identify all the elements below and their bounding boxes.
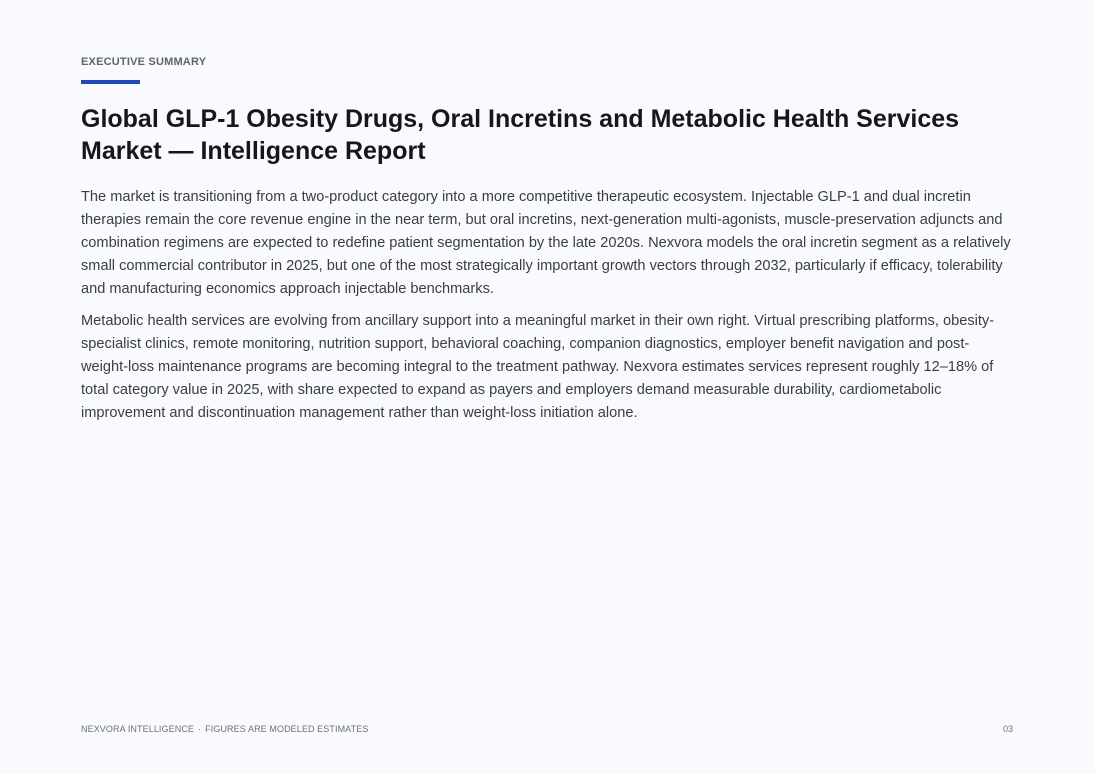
accent-rule: [81, 80, 140, 84]
summary-paragraph-2: Metabolic health services are evolving from ancillary support into a meaningful market in their own right. Virtual prescribing platforms, obesity-specialist clinics, remote monitoring, nutrition support, behavioral coaching, companion diagnostics, employer benefit navigation and post-weight-loss maintenance programs are becoming integral to the treatment pathway. Nexvora estimates services represent roughly 12–18% of total category value in 2025, with share expected to expand as payers and employers demand measurable durability, cardiometabolic improvement and discontinuation management rather than weight-loss initiation alone.: [81, 313, 995, 421]
footer-brand: NEXVORA INTELLIGENCE: [81, 724, 195, 734]
page-number: 03: [1002, 724, 1013, 734]
summary-body: [81, 186, 1016, 434]
footer-separator: ·: [198, 724, 202, 734]
summary-paragraph-1: The market is transitioning from a two-product category into a more competitive therapeutic ecosystem. Injectable GLP-1 and dual incretin therapies remain the core revenue engine in the near term, but oral incretins, next-generation multi-agonists, muscle-preservation adjuncts and combination regimens are expected to redefine patient segmentation by the late 2020s. Nexvora models the oral incretin segment as a relatively small commercial contributor in 2025, but one of the most strategically important growth vectors through 2032, particularly if efficacy, tolerability and manufacturing economics approach injectable benchmarks.: [81, 189, 1011, 297]
footer-note: [81, 724, 368, 734]
page-title: Global GLP-1 Obesity Drugs, Oral Incretins and Metabolic Health Services Market — Intelligence Report: [81, 105, 960, 165]
footer-disclaimer: FIGURES ARE MODELED ESTIMATES: [205, 724, 369, 734]
section-label: EXECUTIVE SUMMARY: [81, 56, 207, 68]
